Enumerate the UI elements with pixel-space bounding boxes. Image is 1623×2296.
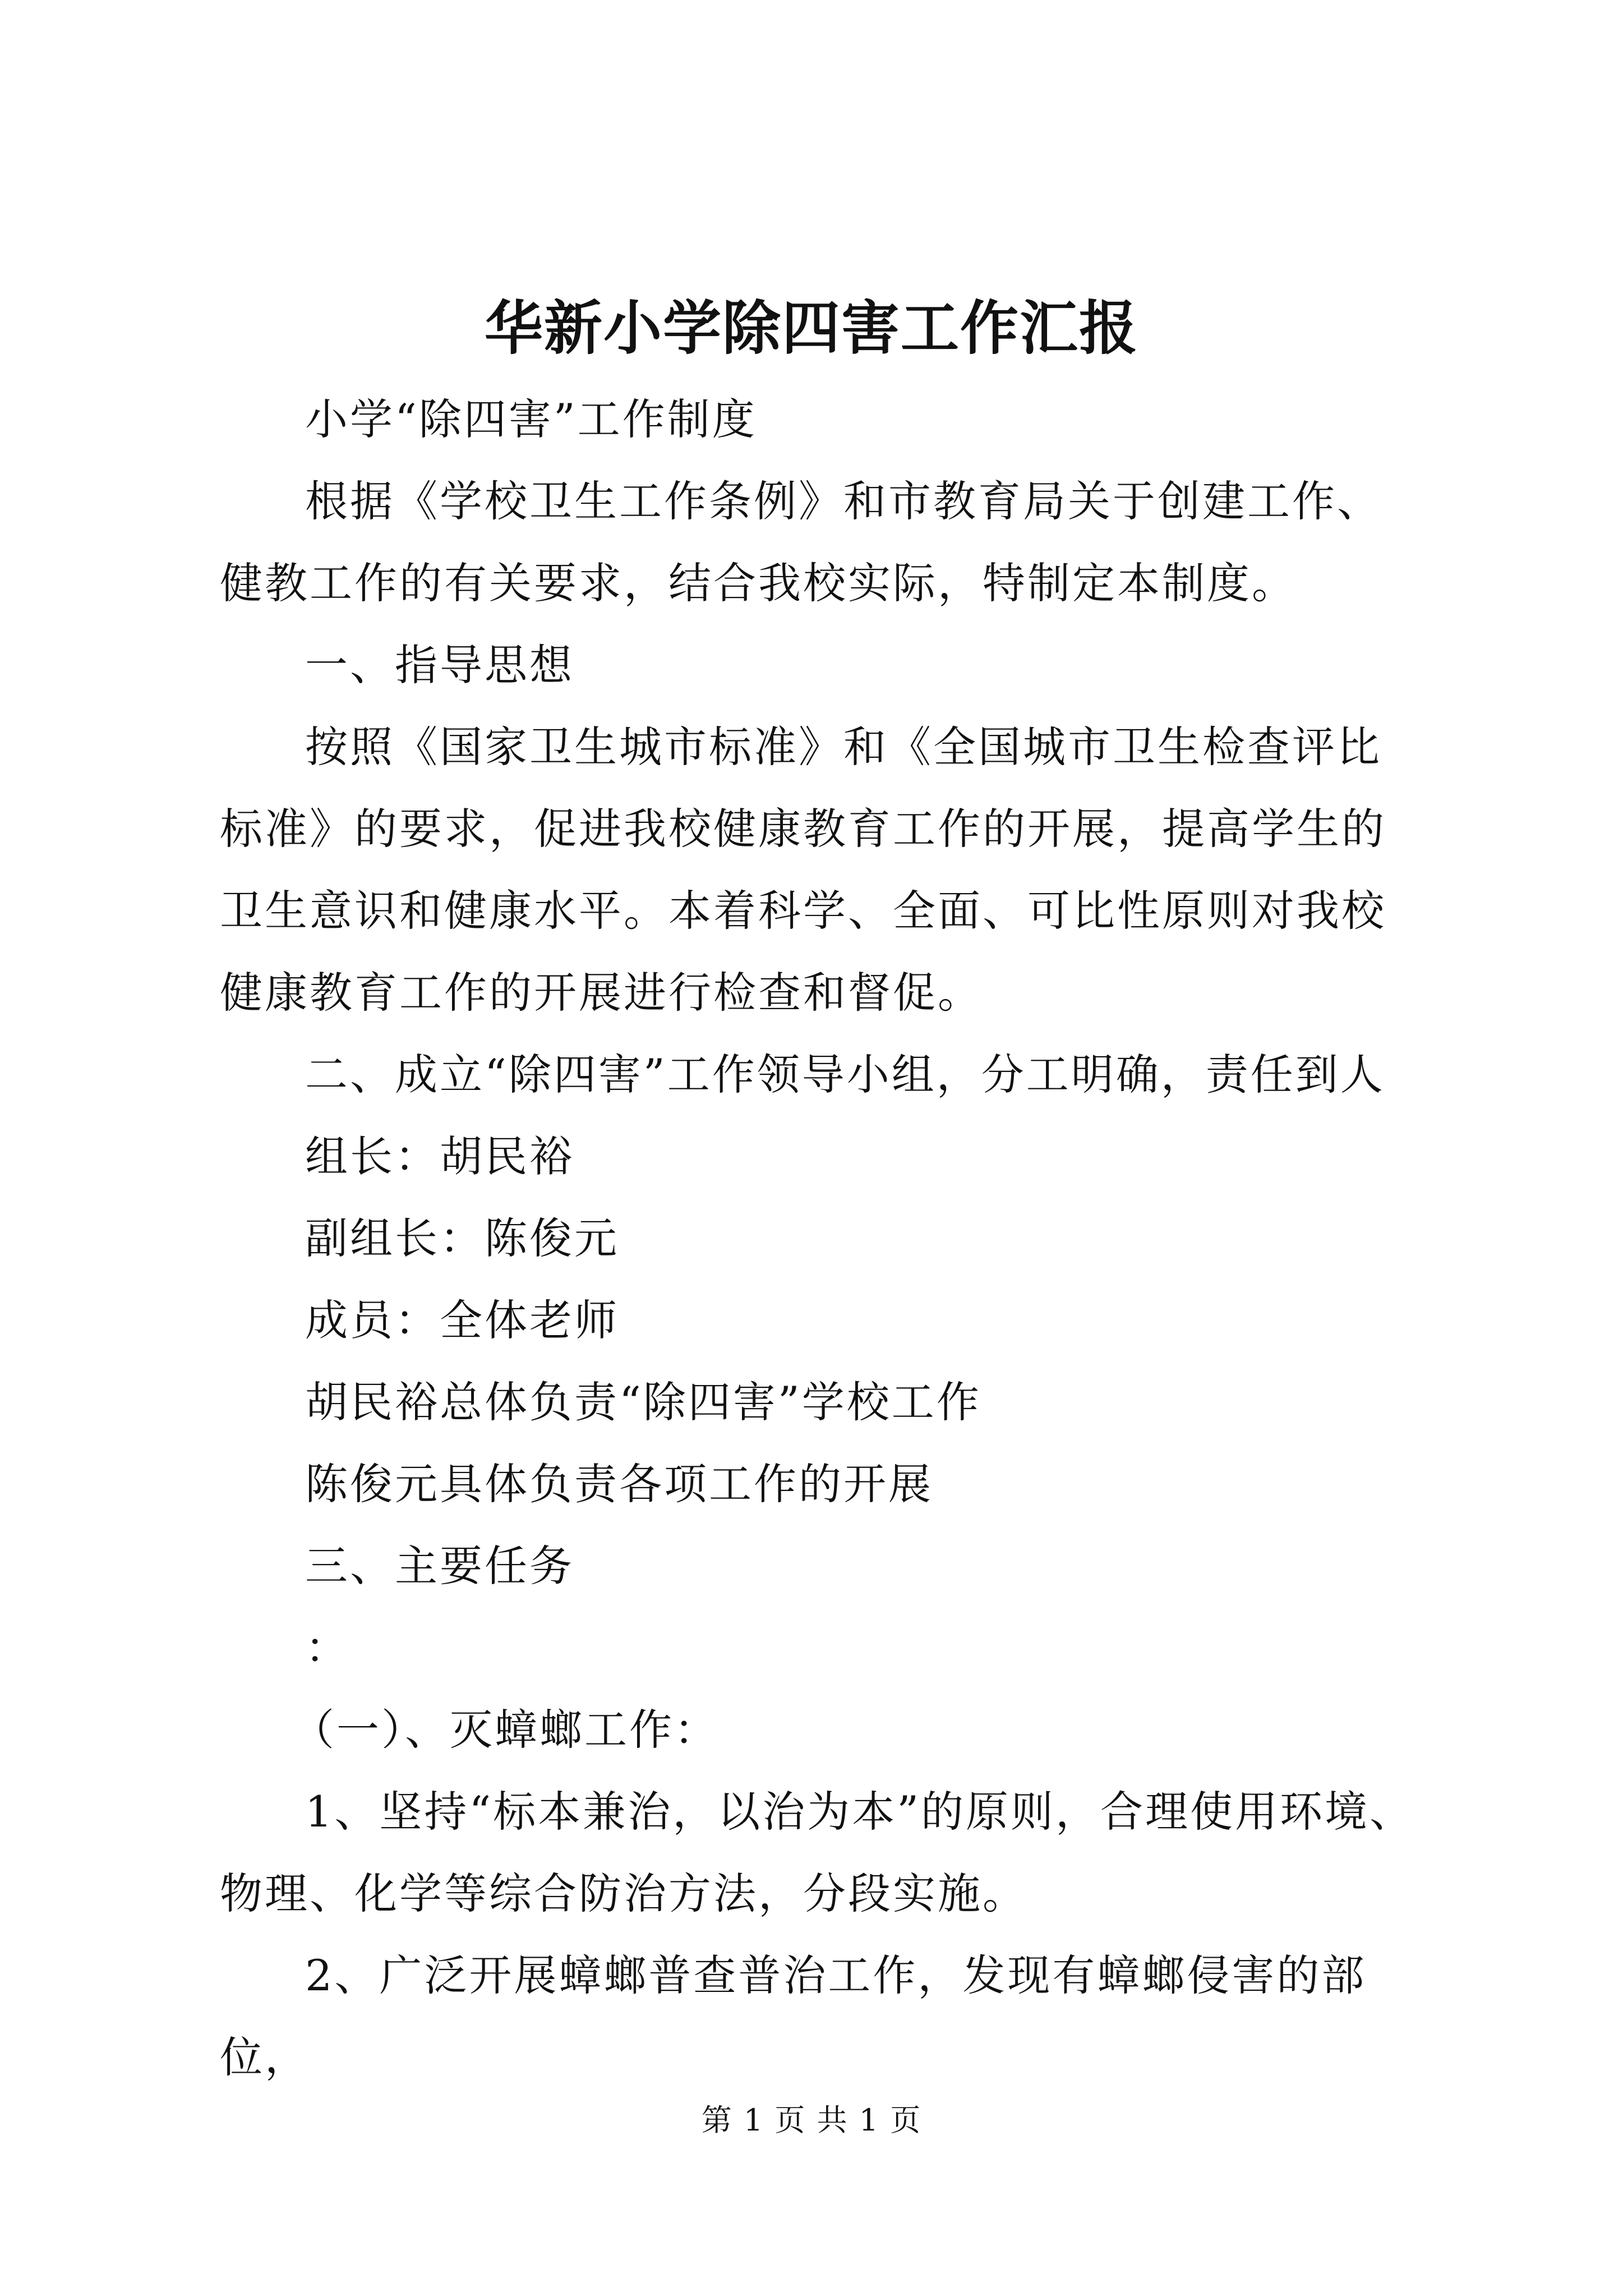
paragraph-guiding-ideology: 按照《国家卫生城市标准》和《全国城市卫生检查评比标准》的要求，促进我校健康教育工作的开展，提高学生的卫生意识和健康水平。本着科学、全面、可比性原则对我校健康教育工作的开展进行检查和督促。 xyxy=(220,722,1386,1018)
paragraph-subtitle: 小学“除四害”工作制度 xyxy=(305,394,757,444)
document-body xyxy=(220,379,1426,2099)
section-heading-main-tasks: 三、主要任务 xyxy=(305,1541,574,1591)
paragraph-task-2: 2、广泛开展蟑螂普查普治工作，发现有蟑螂侵害的部位， xyxy=(220,1950,1367,2082)
paragraph-group-leader: 组长：胡民裕 xyxy=(305,1131,574,1181)
page-footer: 第 1 页 共 1 页 xyxy=(701,2102,922,2138)
paragraph-specific-responsibility: 陈俊元具体负责各项工作的开展 xyxy=(305,1459,933,1509)
subsection-heading-cockroach: （一）、灭蟑螂工作： xyxy=(292,1705,719,1755)
paragraph-members: 成员：全体老师 xyxy=(305,1295,619,1345)
paragraph-deputy-leader: 副组长：陈俊元 xyxy=(305,1213,619,1263)
paragraph-task-1: 1、坚持“标本兼治，以治为本”的原则，合理使用环境、物理、化学等综合防治方法，分段实施。 xyxy=(220,1787,1415,1918)
section-heading-guiding-ideology: 一、指导思想 xyxy=(305,640,574,690)
document-title: 华新小学除四害工作汇报 xyxy=(484,293,1138,362)
paragraph-colon: ： xyxy=(305,1623,350,1673)
paragraph-overall-responsibility: 胡民裕总体负责“除四害”学校工作 xyxy=(305,1377,981,1427)
paragraph-intro: 根据《学校卫生工作条例》和市教育局关于创建工作、健教工作的有关要求，结合我校实际，特制定本制度。 xyxy=(220,476,1382,608)
section-heading-leadership-group: 二、成立“除四害”工作领导小组，分工明确，责任到人 xyxy=(305,1050,1385,1099)
